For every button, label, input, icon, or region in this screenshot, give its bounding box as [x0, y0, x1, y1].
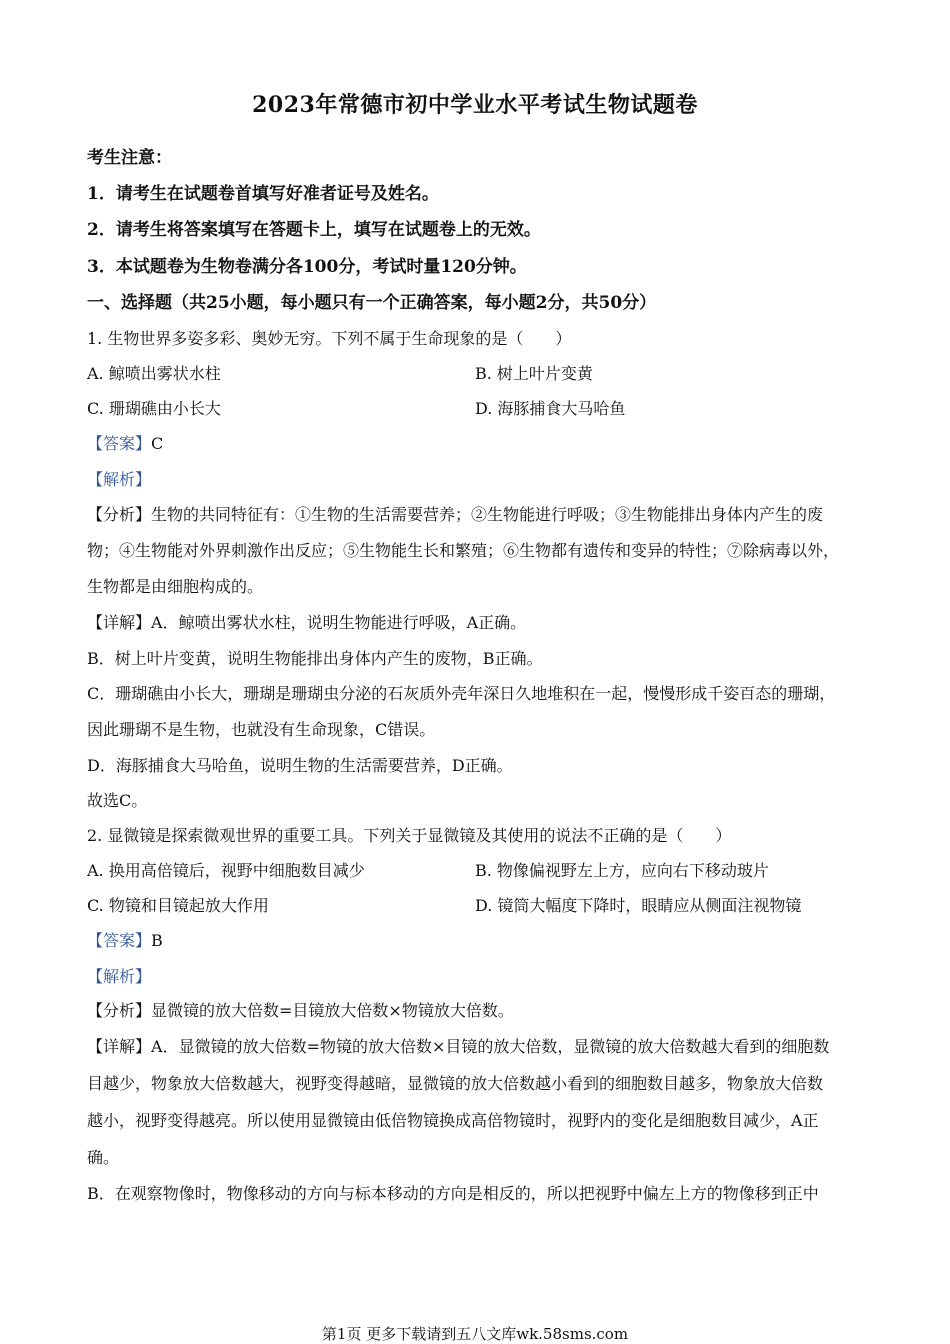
q1-xiangjie-line: C．珊瑚礁由小长大，珊瑚是珊瑚虫分泌的石灰质外壳年深日久地堆积在一起，慢慢形成千姿百态的珊瑚， — [87, 684, 836, 703]
answer-value: C — [151, 434, 164, 453]
q1-xiangjie-line: D．海豚捕食大马哈鱼，说明生物的生活需要营养，D正确。 — [87, 756, 513, 775]
q2-answer — [87, 930, 163, 952]
q1-xiangjie-line: 因此珊瑚不是生物，也就没有生命现象，C错误。 — [87, 720, 436, 739]
xiangjie-text: A．显微镜的放大倍数=物镜的放大倍数×目镜的放大倍数，显微镜的放大倍数越大看到的细胞数 — [151, 1037, 830, 1056]
q2-fenxi-line — [87, 1000, 514, 1022]
notice-item: 3．本试题卷为生物卷满分各100分，考试时量120分钟。 — [87, 257, 527, 277]
question-2-stem: 2. 显微镜是探索微观世界的重要工具。下列关于显微镜及其使用的说法不正确的是（ ） — [87, 826, 732, 845]
fenxi-tag: 【分析】 — [87, 505, 152, 524]
q1-option-b: B. 树上叶片变黄 — [475, 364, 593, 383]
question-1-stem: 1. 生物世界多姿多彩、奥妙无穷。下列不属于生命现象的是（ ） — [87, 329, 572, 348]
q2-xiangjie-line — [87, 1036, 829, 1058]
q1-option-d: D. 海豚捕食大马哈鱼 — [475, 399, 626, 418]
notice-item: 1．请考生在试题卷首填写好准者证号及姓名。 — [87, 184, 439, 204]
fenxi-text: 生物的共同特征有：①生物的生活需要营养；②生物能进行呼吸；③生物能排出身体内产生的废 — [151, 505, 824, 524]
q2-analysis-tag: 【解析】 — [87, 967, 152, 986]
answer-tag: 【答案】 — [87, 434, 152, 453]
q1-conclusion: 故选C。 — [87, 791, 148, 810]
xiangjie-text: A．鲸喷出雾状水柱，说明生物能进行呼吸，A正确。 — [151, 613, 527, 632]
q1-fenxi-line: 物；④生物能对外界刺激作出反应；⑤生物能生长和繁殖；⑥生物都有遗传和变异的特性；⑦除病毒以外， — [87, 541, 840, 560]
page-title: 2023年常德市初中学业水平考试生物试题卷 — [252, 92, 698, 118]
page-footer: 第1页 更多下载请到五八文库wk.58sms.com — [321, 1325, 629, 1343]
q2-xiangjie-line: 目越少，物象放大倍数越大，视野变得越暗，显微镜的放大倍数越小看到的细胞数目越多，物象放大倍数 — [87, 1074, 824, 1093]
answer-tag: 【答案】 — [87, 931, 152, 950]
q1-fenxi-line: 生物都是由细胞构成的。 — [87, 577, 264, 596]
q2-option-b: B. 物像偏视野左上方，应向右下移动玻片 — [475, 861, 769, 880]
xiangjie-tag: 【详解】 — [87, 1037, 152, 1056]
xiangjie-tag: 【详解】 — [87, 613, 152, 632]
q1-xiangjie-line: B．树上叶片变黄，说明生物能排出身体内产生的废物，B正确。 — [87, 649, 543, 668]
fenxi-tag: 【分析】 — [87, 1001, 152, 1020]
section-heading: 一、选择题（共25小题，每小题只有一个正确答案，每小题2分，共50分） — [87, 293, 657, 313]
q2-xiangjie-line: 越小，视野变得越亮。所以使用显微镜由低倍物镜换成高倍物镜时，视野内的变化是细胞数目减少，A正 — [87, 1111, 819, 1130]
q1-analysis-tag: 【解析】 — [87, 470, 152, 489]
q1-xiangjie-line — [87, 612, 526, 634]
q2-xiangjie-line: 确。 — [87, 1148, 120, 1167]
fenxi-text: 显微镜的放大倍数=目镜放大倍数×物镜放大倍数。 — [151, 1001, 514, 1020]
q2-option-c: C. 物镜和目镜起放大作用 — [87, 896, 269, 915]
q1-option-c: C. 珊瑚礁由小长大 — [87, 399, 221, 418]
q1-option-a: A. 鲸喷出雾状水柱 — [87, 364, 221, 383]
notice-heading: 考生注意： — [87, 148, 172, 168]
q1-answer — [87, 433, 163, 455]
q2-option-a: A. 换用高倍镜后，视野中细胞数目减少 — [87, 861, 365, 880]
q2-option-d: D. 镜筒大幅度下降时，眼睛应从侧面注视物镜 — [475, 896, 802, 915]
q2-xiangjie-line: B．在观察物像时，物像移动的方向与标本移动的方向是相反的，所以把视野中偏左上方的物像移到正中 — [87, 1184, 819, 1203]
q1-fenxi-line — [87, 504, 823, 526]
notice-item: 2．请考生将答案填写在答题卡上，填写在试题卷上的无效。 — [87, 220, 541, 240]
answer-value: B — [151, 931, 163, 950]
